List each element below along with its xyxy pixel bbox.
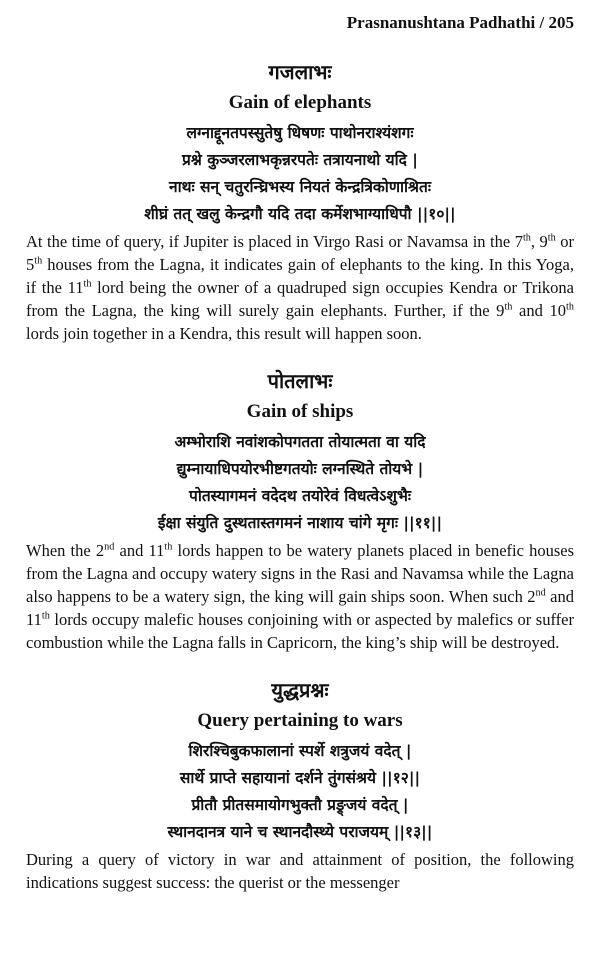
paragraph: During a query of victory in war and attainment of position, the following indications suggest success: the querist or the messenger	[26, 850, 574, 892]
sanskrit-verse	[26, 429, 574, 537]
section-query-pertaining-to-wars	[26, 678, 574, 894]
verse-line: पोतस्यागमनं वदेदथ तयोरेवं विधत्वेऽशुभैः	[189, 487, 411, 505]
verse-line: शीघ्रं तत् खलु केन्द्रगौ यदि तदा कर्मेशभाग्याधिपौ ||१०||	[144, 205, 456, 223]
section-spacer	[26, 345, 574, 369]
verse-line: अम्भोराशि नवांशकोपगतता तोयात्मता वा यदि	[174, 433, 426, 451]
section-sanskrit-title: युद्धप्रश्नः	[271, 680, 329, 702]
verse-line: स्थानदानत्र याने च स्थानदौस्थ्ये पराजयम् ||१३||	[167, 823, 433, 841]
section-sanskrit-title: गजलाभः	[268, 62, 332, 84]
verse-line: शिरश्चिबुकफालानां स्पर्शे शत्रुजयं वदेत् |	[188, 742, 412, 760]
running-head: Prasnanushtana Padhathi / 205	[346, 13, 574, 32]
section-title: Query pertaining to wars	[197, 710, 403, 731]
verse-line: लग्नाद्दूनतपस्सुतेषु धिषणः पाथोनराश्यंशगः	[186, 124, 414, 142]
section-title: Gain of elephants	[228, 92, 372, 113]
sanskrit-verse	[26, 120, 574, 228]
section-title: Gain of ships	[246, 401, 354, 422]
verse-line: नाथः सन् चतुरन्घ्रिभस्य नियतं केन्द्रत्रिकोणाश्रितः	[168, 178, 431, 196]
section-sanskrit-title: पोतलाभः	[267, 371, 333, 393]
verse-line: प्रीतौ प्रीतसमायोगभुक्तौ प्रङ्र्जयं वदेत् |	[191, 796, 409, 814]
section-gain-of-ships	[26, 369, 574, 654]
section-spacer	[26, 654, 574, 678]
verse-line: प्रश्ने कुञ्जरलाभकृन्नरपतेः तत्रायनाथो यदि |	[182, 151, 418, 169]
verse-line: ईक्षा संयुति दुस्थतास्तगमनं नाशाय चांगे मृगः ||११||	[157, 514, 443, 532]
sanskrit-verse	[26, 738, 574, 846]
verse-line: सार्थे प्राप्ते सहायानां दर्शने तुंगसंश्रये ||१२||	[179, 769, 421, 787]
section-gain-of-elephants	[26, 60, 574, 345]
paragraph: At the time of query, if Jupiter is placed in Virgo Rasi or Navamsa in the 7th, 9th or 5th houses from the Lagna, it indicates gain of elephants to the king. In this Yoga, if the 11th lord being the owner of a quadruped sign occupies Kendra or Trikona from the Lagna, the king will surely gain elephants. Further, if the 9th and 10th lords join together in a Kendra, this result will happen soon.	[26, 232, 575, 343]
verse-line: द्युम्नायाधिपयोरभीष्टगतयोः लग्नस्थिते तोयभे |	[176, 460, 424, 478]
paragraph: When the 2nd and 11th lords happen to be watery planets placed in benefic houses from the Lagna and occupy watery signs in the Rasi and Navamsa while the Lagna also happens to be a watery sign, the king will gain ships soon. When such 2nd and 11th lords occupy malefic houses conjoining with or aspected by malefics or suffer combustion while the Lagna falls in Capricorn, the king’s ship will be destroyed.	[26, 541, 575, 652]
